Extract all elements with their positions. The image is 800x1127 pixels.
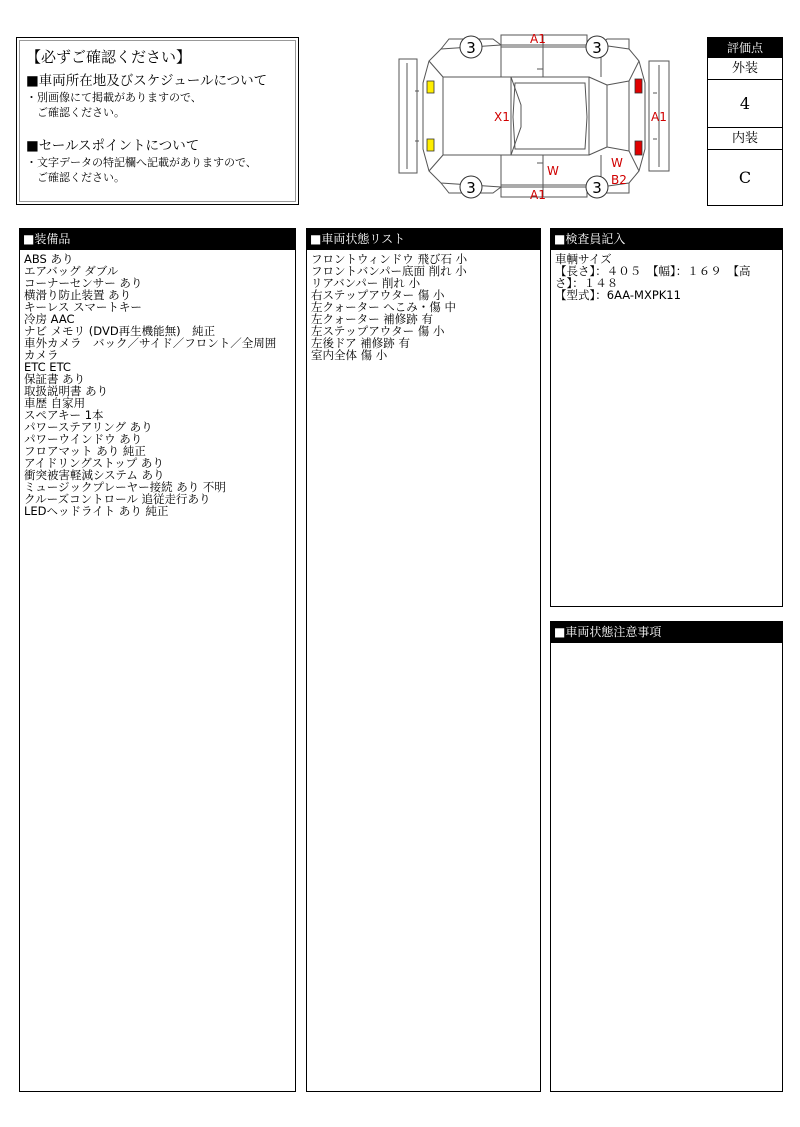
exterior-label: 外装	[708, 58, 782, 80]
rear-light-bottom-indicator	[635, 141, 642, 155]
vehicle-size-label: 車輌サイズ	[555, 253, 612, 265]
condition-item: 左クォーター へこみ・傷 中	[311, 301, 456, 313]
equipment-item: 車歴 自家用	[24, 397, 86, 409]
notice-inner	[19, 40, 296, 202]
equipment-panel	[19, 228, 296, 1092]
front-light-bottom-indicator	[427, 139, 434, 151]
tire-mark-rear-right: 3	[592, 39, 602, 57]
tire-mark-front-left: 3	[466, 179, 476, 197]
inspector-body	[551, 250, 782, 304]
notice-box	[16, 37, 299, 205]
vehicle-model-code: 【型式】：6AA-MXPK11	[555, 289, 681, 301]
front-light-top-indicator	[427, 81, 434, 93]
damage-mark-w-right: W	[611, 156, 623, 170]
equipment-item: ミュージックプレーヤー接続 あり 不明	[24, 481, 226, 493]
equipment-item: カメラ	[24, 349, 59, 361]
equipment-item: ETC ETC	[24, 361, 71, 373]
equipment-item: アイドリングストップ あり	[24, 457, 164, 469]
equipment-item: 横滑り防止装置 あり	[24, 289, 132, 301]
equipment-item: 取扱説明書 あり	[24, 385, 109, 397]
tire-mark-rear-left: 3	[592, 179, 602, 197]
rear-light-top-indicator	[635, 79, 642, 93]
damage-mark-right: A1	[651, 110, 667, 124]
equipment-item: スペアキー 1本	[24, 409, 104, 421]
interior-label: 内装	[708, 128, 782, 150]
equipment-item: クルーズコントロール 追従走行あり	[24, 493, 211, 505]
equipment-item: コーナーセンサー あり	[24, 277, 143, 289]
condition-item: フロントウィンドウ 飛び石 小	[311, 253, 468, 265]
condition-panel	[306, 228, 541, 1092]
damage-mark-top: A1	[530, 32, 546, 46]
sales-point-line-1: ・文字データの特記欄へ記載がありますので、	[26, 156, 257, 169]
equipment-list	[20, 250, 295, 520]
car-outline-svg	[393, 27, 675, 205]
equipment-item: フロアマット あり 純正	[24, 445, 146, 457]
condition-item: リアバンパー 削れ 小	[311, 277, 421, 289]
equipment-item: パワーステアリング あり	[24, 421, 153, 433]
schedule-heading: ■車両所在地及びスケジュールについて	[26, 73, 268, 89]
equipment-item: キーレス スマートキー	[24, 301, 142, 313]
damage-mark-w-left: W	[547, 164, 559, 178]
damage-mark-windshield: X1	[494, 110, 510, 124]
grade-box	[707, 37, 783, 206]
inspector-title: ■検査員記入	[551, 229, 782, 250]
condition-item: 室内全体 傷 小	[311, 349, 388, 361]
condition-item: 左後ドア 補修跡 有	[311, 337, 410, 349]
condition-item: 右ステップアウター 傷 小	[311, 289, 445, 301]
damage-mark-b2: B2	[611, 173, 627, 187]
notes-body	[551, 643, 782, 649]
sales-point-heading: ■セールスポイントについて	[26, 138, 200, 154]
notice-title: 【必ずご確認ください】	[26, 48, 192, 66]
grade-header: 評価点	[708, 38, 782, 58]
condition-list	[307, 250, 540, 364]
equipment-item: 保証書 あり	[24, 373, 86, 385]
equipment-title: ■装備品	[20, 229, 295, 250]
car-damage-diagram	[393, 27, 675, 205]
notes-panel	[550, 621, 783, 1092]
schedule-line-1: ・別画像にて掲載がありますので、	[26, 91, 202, 104]
condition-item: フロントバンパー底面 削れ 小	[311, 265, 467, 277]
equipment-item: ABS あり	[24, 253, 74, 265]
equipment-item: 車外カメラ バック／サイド／フロント／全周囲	[24, 337, 277, 349]
vehicle-dimensions: 【長さ】：４０５ 【幅】：１６９ 【高さ】：１４８	[555, 265, 751, 289]
condition-item: 左ステップアウター 傷 小	[311, 325, 445, 337]
inspector-panel	[550, 228, 783, 607]
damage-mark-bottom: A1	[530, 188, 546, 202]
equipment-item: LEDヘッドライト あり 純正	[24, 505, 169, 517]
equipment-item: ナビ メモリ (DVD再生機能無) 純正	[24, 325, 216, 337]
condition-item: 左クォーター 補修跡 有	[311, 313, 433, 325]
exterior-grade-value: 4	[708, 80, 782, 128]
sales-point-line-2: ご確認ください。	[26, 171, 125, 184]
schedule-line-2: ご確認ください。	[26, 106, 125, 119]
condition-title: ■車両状態リスト	[307, 229, 540, 250]
interior-grade-value: C	[738, 168, 752, 187]
equipment-item: 衝突被害軽減システム あり	[24, 469, 165, 481]
equipment-item: 冷房 AAC	[24, 313, 75, 325]
equipment-item: パワーウインドウ あり	[24, 433, 143, 445]
equipment-item: エアバッグ ダブル	[24, 265, 119, 277]
tire-mark-front-right: 3	[466, 39, 476, 57]
notes-title: ■車両状態注意事項	[551, 622, 782, 643]
